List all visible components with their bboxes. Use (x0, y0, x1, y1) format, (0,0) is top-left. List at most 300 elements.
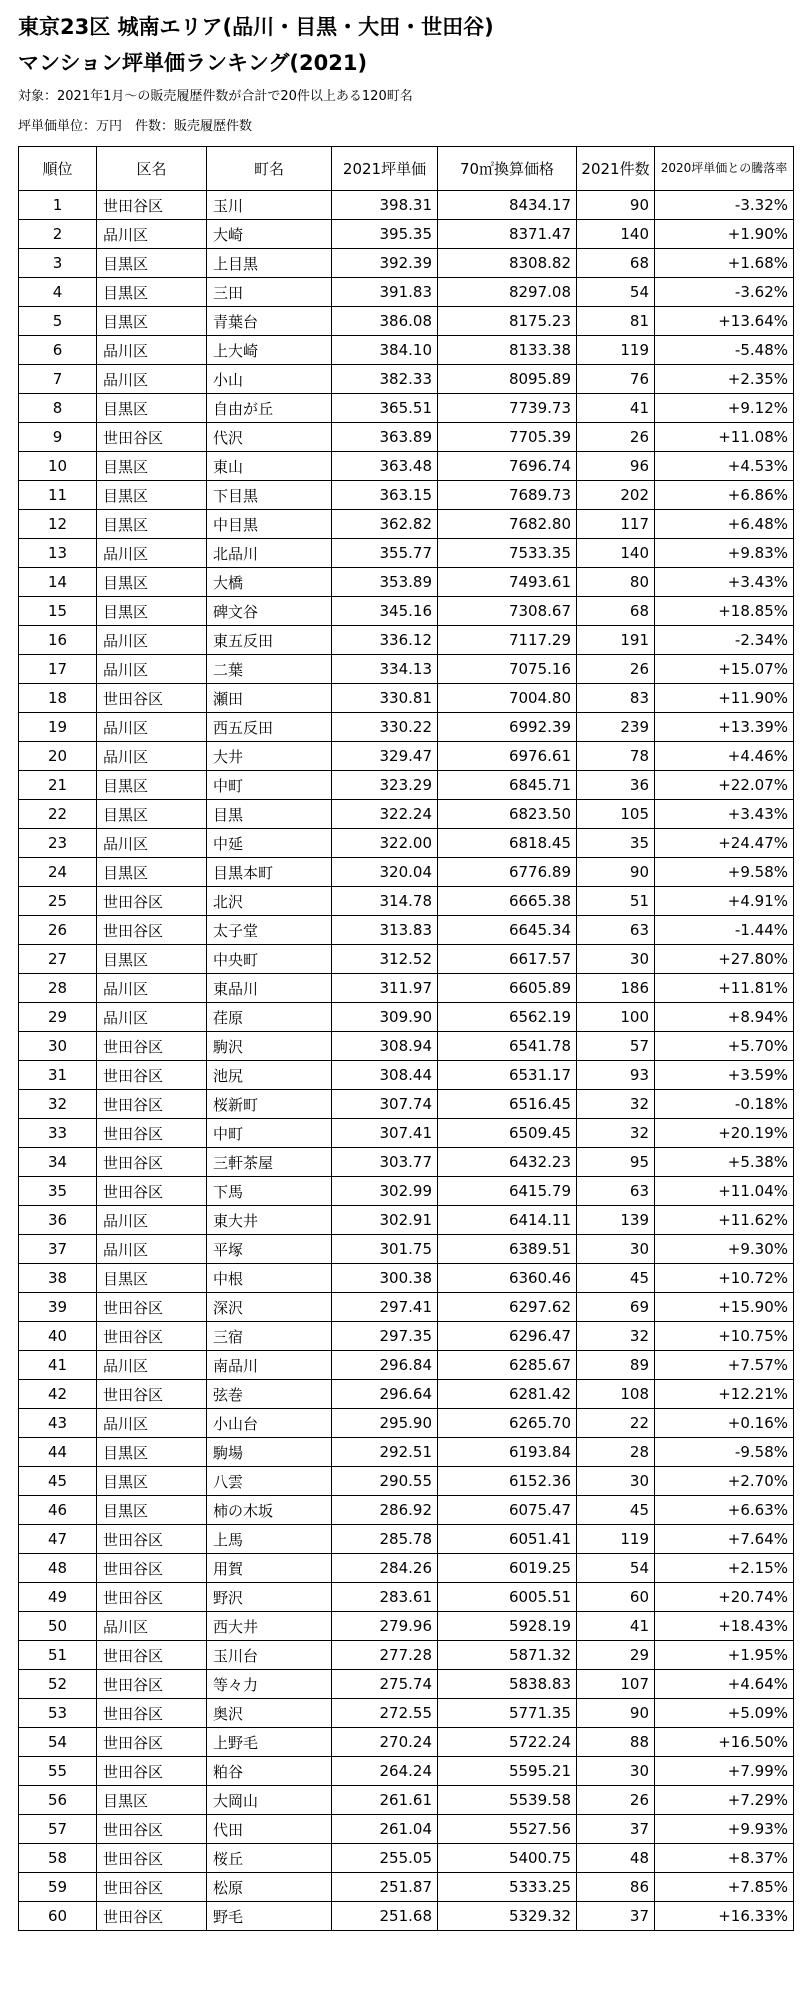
cell-town: 中根 (207, 1264, 332, 1293)
cell-tsubo-price: 302.91 (332, 1206, 438, 1235)
cell-70sqm-price: 7705.39 (438, 423, 577, 452)
table-row (19, 1902, 794, 1931)
cell-change-rate: +8.37% (655, 1844, 794, 1873)
cell-count: 100 (577, 1003, 655, 1032)
cell-ward: 目黒区 (97, 278, 207, 307)
page-title: 東京23区 城南エリア(品川・目黒・大田・世田谷) (18, 15, 494, 39)
cell-town: 用賀 (207, 1554, 332, 1583)
table-row (19, 307, 794, 336)
cell-count: 96 (577, 452, 655, 481)
cell-70sqm-price: 6265.70 (438, 1409, 577, 1438)
cell-ward: 世田谷区 (97, 1177, 207, 1206)
cell-town: 桜丘 (207, 1844, 332, 1873)
cell-tsubo-price: 255.05 (332, 1844, 438, 1873)
cell-tsubo-price: 365.51 (332, 394, 438, 423)
table-row (19, 1467, 794, 1496)
cell-70sqm-price: 7689.73 (438, 481, 577, 510)
cell-town: 青葉台 (207, 307, 332, 336)
cell-rank: 30 (19, 1032, 97, 1061)
cell-tsubo-price: 362.82 (332, 510, 438, 539)
cell-change-rate: +16.33% (655, 1902, 794, 1931)
cell-70sqm-price: 7682.80 (438, 510, 577, 539)
cell-town: 松原 (207, 1873, 332, 1902)
cell-70sqm-price: 7117.29 (438, 626, 577, 655)
cell-town: 駒場 (207, 1438, 332, 1467)
cell-tsubo-price: 308.94 (332, 1032, 438, 1061)
cell-tsubo-price: 395.35 (332, 220, 438, 249)
cell-tsubo-price: 272.55 (332, 1699, 438, 1728)
cell-70sqm-price: 6019.25 (438, 1554, 577, 1583)
cell-town: 代田 (207, 1815, 332, 1844)
cell-tsubo-price: 386.08 (332, 307, 438, 336)
cell-count: 69 (577, 1293, 655, 1322)
cell-ward: 品川区 (97, 1351, 207, 1380)
cell-tsubo-price: 277.28 (332, 1641, 438, 1670)
cell-tsubo-price: 398.31 (332, 191, 438, 220)
cell-town: 三軒茶屋 (207, 1148, 332, 1177)
cell-rank: 6 (19, 336, 97, 365)
cell-rank: 21 (19, 771, 97, 800)
cell-70sqm-price: 6531.17 (438, 1061, 577, 1090)
table-row (19, 742, 794, 771)
cell-rank: 47 (19, 1525, 97, 1554)
cell-change-rate: -3.62% (655, 278, 794, 307)
table-row (19, 1438, 794, 1467)
cell-town: 大岡山 (207, 1786, 332, 1815)
cell-count: 93 (577, 1061, 655, 1090)
cell-change-rate: +6.48% (655, 510, 794, 539)
cell-ward: 品川区 (97, 1003, 207, 1032)
cell-70sqm-price: 6005.51 (438, 1583, 577, 1612)
table-row (19, 713, 794, 742)
cell-tsubo-price: 264.24 (332, 1757, 438, 1786)
table-row (19, 655, 794, 684)
cell-rank: 43 (19, 1409, 97, 1438)
cell-change-rate: +11.08% (655, 423, 794, 452)
cell-rank: 23 (19, 829, 97, 858)
cell-70sqm-price: 7004.80 (438, 684, 577, 713)
table-row (19, 336, 794, 365)
cell-change-rate: +7.99% (655, 1757, 794, 1786)
cell-count: 78 (577, 742, 655, 771)
cell-tsubo-price: 261.61 (332, 1786, 438, 1815)
cell-tsubo-price: 312.52 (332, 945, 438, 974)
table-row (19, 1351, 794, 1380)
cell-rank: 22 (19, 800, 97, 829)
cell-town: 中延 (207, 829, 332, 858)
cell-count: 186 (577, 974, 655, 1003)
cell-rank: 4 (19, 278, 97, 307)
cell-change-rate: +7.85% (655, 1873, 794, 1902)
cell-70sqm-price: 7739.73 (438, 394, 577, 423)
cell-rank: 29 (19, 1003, 97, 1032)
cell-rank: 45 (19, 1467, 97, 1496)
cell-change-rate: +4.91% (655, 887, 794, 916)
cell-count: 37 (577, 1815, 655, 1844)
cell-ward: 品川区 (97, 974, 207, 1003)
cell-change-rate: +2.15% (655, 1554, 794, 1583)
cell-70sqm-price: 6051.41 (438, 1525, 577, 1554)
cell-town: 深沢 (207, 1293, 332, 1322)
cell-change-rate: +4.64% (655, 1670, 794, 1699)
cell-tsubo-price: 323.29 (332, 771, 438, 800)
cell-70sqm-price: 7075.16 (438, 655, 577, 684)
table-row (19, 1119, 794, 1148)
cell-rank: 28 (19, 974, 97, 1003)
cell-tsubo-price: 322.00 (332, 829, 438, 858)
cell-ward: 目黒区 (97, 945, 207, 974)
cell-count: 30 (577, 1757, 655, 1786)
cell-70sqm-price: 6976.61 (438, 742, 577, 771)
cell-town: 柿の木坂 (207, 1496, 332, 1525)
cell-tsubo-price: 320.04 (332, 858, 438, 887)
cell-70sqm-price: 5329.32 (438, 1902, 577, 1931)
cell-count: 117 (577, 510, 655, 539)
cell-70sqm-price: 6541.78 (438, 1032, 577, 1061)
cell-ward: 目黒区 (97, 1786, 207, 1815)
cell-change-rate: +18.85% (655, 597, 794, 626)
cell-change-rate: +11.81% (655, 974, 794, 1003)
cell-ward: 品川区 (97, 539, 207, 568)
cell-ward: 世田谷区 (97, 1670, 207, 1699)
cell-ward: 品川区 (97, 742, 207, 771)
cell-ward: 品川区 (97, 1206, 207, 1235)
cell-change-rate: +10.75% (655, 1322, 794, 1351)
cell-ward: 世田谷区 (97, 1061, 207, 1090)
cell-rank: 55 (19, 1757, 97, 1786)
cell-town: 三田 (207, 278, 332, 307)
cell-change-rate: +9.30% (655, 1235, 794, 1264)
cell-tsubo-price: 275.74 (332, 1670, 438, 1699)
cell-ward: 世田谷区 (97, 1032, 207, 1061)
cell-town: 東大井 (207, 1206, 332, 1235)
cell-count: 57 (577, 1032, 655, 1061)
cell-town: 池尻 (207, 1061, 332, 1090)
cell-town: 粕谷 (207, 1757, 332, 1786)
cell-tsubo-price: 353.89 (332, 568, 438, 597)
cell-ward: 品川区 (97, 365, 207, 394)
cell-tsubo-price: 295.90 (332, 1409, 438, 1438)
cell-70sqm-price: 5771.35 (438, 1699, 577, 1728)
cell-tsubo-price: 251.87 (332, 1873, 438, 1902)
cell-town: 平塚 (207, 1235, 332, 1264)
cell-rank: 9 (19, 423, 97, 452)
cell-town: 野毛 (207, 1902, 332, 1931)
table-row (19, 1641, 794, 1670)
cell-change-rate: +9.83% (655, 539, 794, 568)
cell-count: 28 (577, 1438, 655, 1467)
cell-ward: 世田谷区 (97, 1728, 207, 1757)
table-row (19, 249, 794, 278)
cell-tsubo-price: 334.13 (332, 655, 438, 684)
cell-count: 140 (577, 539, 655, 568)
ranking-table (18, 146, 794, 1931)
cell-ward: 品川区 (97, 1612, 207, 1641)
cell-tsubo-price: 307.41 (332, 1119, 438, 1148)
cell-town: 東五反田 (207, 626, 332, 655)
cell-count: 54 (577, 278, 655, 307)
cell-tsubo-price: 363.89 (332, 423, 438, 452)
cell-ward: 世田谷区 (97, 1554, 207, 1583)
cell-count: 32 (577, 1119, 655, 1148)
cell-change-rate: -1.44% (655, 916, 794, 945)
cell-70sqm-price: 8175.23 (438, 307, 577, 336)
cell-count: 90 (577, 191, 655, 220)
cell-town: 北品川 (207, 539, 332, 568)
cell-town: 八雲 (207, 1467, 332, 1496)
cell-ward: 品川区 (97, 220, 207, 249)
cell-ward: 目黒区 (97, 771, 207, 800)
cell-change-rate: +10.72% (655, 1264, 794, 1293)
cell-change-rate: +1.95% (655, 1641, 794, 1670)
cell-tsubo-price: 384.10 (332, 336, 438, 365)
table-row (19, 1206, 794, 1235)
header-ward: 区名 (97, 147, 207, 191)
table-row (19, 1525, 794, 1554)
cell-70sqm-price: 6414.11 (438, 1206, 577, 1235)
cell-ward: 目黒区 (97, 1496, 207, 1525)
cell-70sqm-price: 6823.50 (438, 800, 577, 829)
cell-town: 小山 (207, 365, 332, 394)
table-row (19, 1032, 794, 1061)
cell-count: 90 (577, 858, 655, 887)
cell-ward: 世田谷区 (97, 1873, 207, 1902)
cell-town: 東山 (207, 452, 332, 481)
cell-rank: 15 (19, 597, 97, 626)
cell-change-rate: +4.46% (655, 742, 794, 771)
cell-70sqm-price: 6509.45 (438, 1119, 577, 1148)
cell-ward: 世田谷区 (97, 1380, 207, 1409)
cell-tsubo-price: 279.96 (332, 1612, 438, 1641)
cell-rank: 17 (19, 655, 97, 684)
table-row (19, 1757, 794, 1786)
cell-count: 30 (577, 1235, 655, 1264)
cell-change-rate: +11.62% (655, 1206, 794, 1235)
cell-tsubo-price: 302.99 (332, 1177, 438, 1206)
cell-rank: 37 (19, 1235, 97, 1264)
cell-70sqm-price: 6193.84 (438, 1438, 577, 1467)
cell-count: 86 (577, 1873, 655, 1902)
cell-ward: 目黒区 (97, 1264, 207, 1293)
cell-70sqm-price: 6776.89 (438, 858, 577, 887)
cell-tsubo-price: 297.35 (332, 1322, 438, 1351)
cell-70sqm-price: 6281.42 (438, 1380, 577, 1409)
cell-tsubo-price: 303.77 (332, 1148, 438, 1177)
cell-town: 碑文谷 (207, 597, 332, 626)
cell-rank: 46 (19, 1496, 97, 1525)
cell-rank: 19 (19, 713, 97, 742)
cell-rank: 35 (19, 1177, 97, 1206)
cell-change-rate: +5.09% (655, 1699, 794, 1728)
cell-count: 119 (577, 336, 655, 365)
cell-count: 37 (577, 1902, 655, 1931)
cell-town: 西五反田 (207, 713, 332, 742)
cell-70sqm-price: 6432.23 (438, 1148, 577, 1177)
cell-70sqm-price: 5527.56 (438, 1815, 577, 1844)
cell-70sqm-price: 7493.61 (438, 568, 577, 597)
cell-70sqm-price: 6389.51 (438, 1235, 577, 1264)
cell-town: 奥沢 (207, 1699, 332, 1728)
cell-ward: 世田谷区 (97, 1583, 207, 1612)
cell-town: 代沢 (207, 423, 332, 452)
cell-count: 139 (577, 1206, 655, 1235)
table-row (19, 1061, 794, 1090)
table-row (19, 887, 794, 916)
cell-rank: 34 (19, 1148, 97, 1177)
cell-count: 30 (577, 1467, 655, 1496)
cell-rank: 57 (19, 1815, 97, 1844)
cell-change-rate: +2.35% (655, 365, 794, 394)
cell-change-rate: +9.12% (655, 394, 794, 423)
cell-70sqm-price: 6617.57 (438, 945, 577, 974)
cell-ward: 品川区 (97, 336, 207, 365)
cell-count: 191 (577, 626, 655, 655)
table-row (19, 916, 794, 945)
table-row (19, 858, 794, 887)
cell-count: 41 (577, 394, 655, 423)
cell-rank: 18 (19, 684, 97, 713)
cell-70sqm-price: 6818.45 (438, 829, 577, 858)
cell-count: 41 (577, 1612, 655, 1641)
cell-tsubo-price: 308.44 (332, 1061, 438, 1090)
cell-town: 二葉 (207, 655, 332, 684)
cell-town: 駒沢 (207, 1032, 332, 1061)
table-row (19, 1003, 794, 1032)
cell-rank: 56 (19, 1786, 97, 1815)
cell-rank: 26 (19, 916, 97, 945)
cell-tsubo-price: 309.90 (332, 1003, 438, 1032)
table-row (19, 829, 794, 858)
cell-ward: 目黒区 (97, 1467, 207, 1496)
cell-town: 桜新町 (207, 1090, 332, 1119)
cell-count: 22 (577, 1409, 655, 1438)
unit-note: 坪単価単位：万円 件数：販売履歴件数 (18, 119, 253, 134)
table-row (19, 684, 794, 713)
cell-town: 太子堂 (207, 916, 332, 945)
cell-town: 北沢 (207, 887, 332, 916)
cell-count: 202 (577, 481, 655, 510)
cell-ward: 世田谷区 (97, 1902, 207, 1931)
cell-town: 上目黒 (207, 249, 332, 278)
cell-tsubo-price: 330.22 (332, 713, 438, 742)
cell-tsubo-price: 391.83 (332, 278, 438, 307)
cell-rank: 58 (19, 1844, 97, 1873)
cell-change-rate: +24.47% (655, 829, 794, 858)
cell-count: 90 (577, 1699, 655, 1728)
table-row (19, 945, 794, 974)
cell-70sqm-price: 6845.71 (438, 771, 577, 800)
cell-ward: 世田谷区 (97, 423, 207, 452)
cell-tsubo-price: 261.04 (332, 1815, 438, 1844)
cell-rank: 41 (19, 1351, 97, 1380)
cell-rank: 2 (19, 220, 97, 249)
cell-count: 48 (577, 1844, 655, 1873)
cell-change-rate: +16.50% (655, 1728, 794, 1757)
cell-rank: 40 (19, 1322, 97, 1351)
cell-change-rate: +11.90% (655, 684, 794, 713)
table-row (19, 800, 794, 829)
table-row (19, 1380, 794, 1409)
cell-change-rate: +3.43% (655, 568, 794, 597)
table-row (19, 1844, 794, 1873)
cell-count: 76 (577, 365, 655, 394)
header-70sqm-price: 70㎡換算価格 (438, 147, 577, 191)
cell-ward: 目黒区 (97, 452, 207, 481)
cell-rank: 38 (19, 1264, 97, 1293)
cell-rank: 39 (19, 1293, 97, 1322)
cell-change-rate: +15.07% (655, 655, 794, 684)
cell-change-rate: +20.19% (655, 1119, 794, 1148)
cell-change-rate: +0.16% (655, 1409, 794, 1438)
cell-rank: 7 (19, 365, 97, 394)
cell-change-rate: +5.38% (655, 1148, 794, 1177)
cell-count: 88 (577, 1728, 655, 1757)
cell-change-rate: +3.43% (655, 800, 794, 829)
cell-tsubo-price: 311.97 (332, 974, 438, 1003)
cell-rank: 8 (19, 394, 97, 423)
cell-change-rate: +18.43% (655, 1612, 794, 1641)
cell-rank: 27 (19, 945, 97, 974)
cell-tsubo-price: 363.48 (332, 452, 438, 481)
cell-70sqm-price: 5595.21 (438, 1757, 577, 1786)
cell-rank: 16 (19, 626, 97, 655)
cell-rank: 11 (19, 481, 97, 510)
cell-town: 下目黒 (207, 481, 332, 510)
table-row (19, 1728, 794, 1757)
cell-rank: 10 (19, 452, 97, 481)
cell-town: 上大崎 (207, 336, 332, 365)
cell-count: 26 (577, 1786, 655, 1815)
cell-town: 目黒 (207, 800, 332, 829)
cell-rank: 13 (19, 539, 97, 568)
cell-town: 自由が丘 (207, 394, 332, 423)
cell-change-rate: -3.32% (655, 191, 794, 220)
table-row (19, 597, 794, 626)
cell-town: 弦巻 (207, 1380, 332, 1409)
cell-70sqm-price: 6645.34 (438, 916, 577, 945)
cell-rank: 53 (19, 1699, 97, 1728)
scope-note: 対象：2021年1月～の販売履歴件数が合計で20件以上ある120町名 (18, 89, 413, 104)
cell-town: 野沢 (207, 1583, 332, 1612)
cell-70sqm-price: 8434.17 (438, 191, 577, 220)
cell-70sqm-price: 7696.74 (438, 452, 577, 481)
table-row (19, 1264, 794, 1293)
table-row (19, 191, 794, 220)
cell-town: 中町 (207, 771, 332, 800)
header-change-rate: 2020坪単価との騰落率 (655, 147, 794, 191)
table-row (19, 1090, 794, 1119)
cell-town: 東品川 (207, 974, 332, 1003)
cell-tsubo-price: 307.74 (332, 1090, 438, 1119)
cell-town: 中町 (207, 1119, 332, 1148)
cell-count: 81 (577, 307, 655, 336)
table-header-row (19, 147, 794, 191)
cell-ward: 品川区 (97, 1235, 207, 1264)
cell-tsubo-price: 283.61 (332, 1583, 438, 1612)
table-row (19, 220, 794, 249)
cell-count: 26 (577, 423, 655, 452)
cell-ward: 目黒区 (97, 568, 207, 597)
cell-tsubo-price: 330.81 (332, 684, 438, 713)
cell-ward: 目黒区 (97, 249, 207, 278)
cell-ward: 世田谷区 (97, 1699, 207, 1728)
cell-70sqm-price: 6296.47 (438, 1322, 577, 1351)
cell-count: 45 (577, 1264, 655, 1293)
cell-change-rate: -0.18% (655, 1090, 794, 1119)
cell-count: 63 (577, 1177, 655, 1206)
cell-tsubo-price: 314.78 (332, 887, 438, 916)
cell-change-rate: +11.04% (655, 1177, 794, 1206)
